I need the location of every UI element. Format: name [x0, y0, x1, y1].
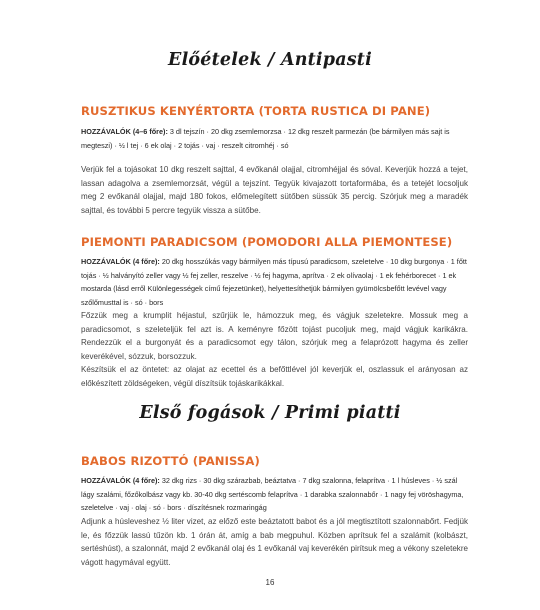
ingredients-label: HOZZÁVALÓK (4–6 főre):: [81, 127, 168, 136]
ingredients-text: 32 dkg rizs · 30 dkg szárazbab, beáztatva · 7 dkg szalonna, felaprítva · 1 l húsleves · ½ szál lágy szalámi, főzőkolbász vagy kb. 30-40 dkg sertéscomb felaprítva · 1 darabka szalonnabőr · 1 nagy fej vöröshagyma, szeletelve · vaj · olaj · só · bors · díszítésnek rozmaringág: [81, 476, 464, 513]
ingredients-label: HOZZÁVALÓK (4 főre):: [81, 257, 160, 266]
ingredients-kenyertorta: [81, 125, 467, 152]
method-rizotto: Adjunk a húsleveshez ½ liter vizet, az előző este beáztatott babot és a jól megtisztított szalonnabőrt. Fedjük le, és főzzük lassú tűzön kb. 1 órán át, amíg a bab megpuhul. Közben aprítsuk fel a szalámit (kolbászt, sertéshúst), a szalonnát, majd 2 evőkanál olaj és 1 evőkanál vaj keverékén pirítsuk meg a vékony szeletekre vágott hagymával együtt.: [81, 517, 468, 568]
method-paradicsom-1: Főzzük meg a krumplit héjastul, szűrjük le, hámozzuk meg, és vágjuk szeletekre. Mossuk meg a paradicsomot, s szeleteljük fel azt is. A keményre főzött tojást pucoljuk meg, majd vágjuk karikákra. Rendezzük el a burgonyát és a paradicsomot egy tálon, szórjuk meg a felaprózott hagyma és zeller keverékével, sózzuk, borsozzuk.: [81, 311, 468, 362]
method-paradicsom-2: Készítsük el az öntetet: az olajat az ecettel és a befőttlével jól keverjük el, oszlassuk el arányosan az előkészített zöldségeken, végül díszítsük tojáskarikákkal.: [81, 365, 468, 388]
ingredients-paradicsom: [81, 255, 467, 310]
recipe-title-paradicsom: PIEMONTI PARADICSOM (POMODORI ALLA PIEMONTESE): [81, 235, 453, 249]
section-title-antipasti: Előételek / Antipasti: [168, 50, 372, 70]
ingredients-text: 3 dl tejszín · 20 dkg zsemlemorzsa · 12 dkg reszelt parmezán (be bármilyen más sajt is megteszi) · ½ l tej · 6 ek olaj · 2 tojás · vaj · reszelt citromhéj · só: [81, 127, 450, 150]
ingredients-text: 20 dkg hosszúkás vagy bármilyen más típusú paradicsom, szeletelve · 10 dkg burgonya · 1 főtt tojás · ½ halványító zeller vagy ½ fej zeller, reszelve · ½ fej hagyma, aprítva · 2 ek olívaolaj · 1 ek fehérborecet · 1 ek mostarda (lásd erről Különlegességek című fejezetünket), helyettesíthetjük bármilyen gyümölcsbefőtt levével vagy szőlőmusttal is · só · bors: [81, 257, 467, 308]
method-kenyertorta: Verjük fel a tojásokat 10 dkg reszelt sajttal, 4 evőkanál olajjal, citromhéjjal és sóval. Keverjük hozzá a tejet, lassan adagolva a zsemlemorzsát, végül a tejszínt. Tegyük kivajazott tortaformába, és a tetejét locsoljuk meg 2 evőkanál olajjal, majd 180 fokos, előmelegített sütőben süssük 35 percig. Szórjuk meg a maradék sajttal, és további 5 percre tegyük vissza a sütőbe.: [81, 165, 468, 216]
recipe-title-kenyertorta: RUSZTIKUS KENYÉRTORTA (TORTA RUSTICA DI PANE): [81, 104, 431, 118]
page-number: 16: [265, 578, 275, 587]
section-title-primi: Első fogások / Primi piatti: [139, 403, 401, 423]
ingredients-rizotto: [81, 474, 467, 515]
recipe-title-rizotto: BABOS RIZOTTÓ (PANISSA): [81, 454, 260, 468]
ingredients-label: HOZZÁVALÓK (4 főre):: [81, 476, 160, 485]
